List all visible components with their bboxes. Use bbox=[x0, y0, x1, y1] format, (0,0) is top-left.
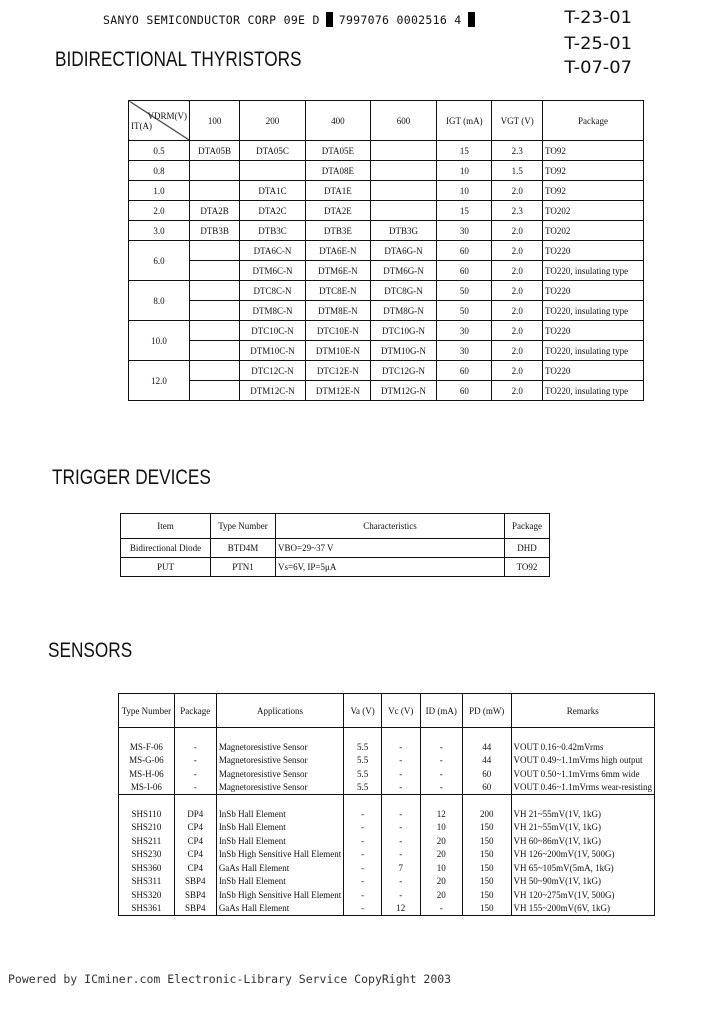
part-number bbox=[190, 281, 240, 301]
part-number: DTM8G-N bbox=[370, 301, 436, 321]
part-number bbox=[370, 161, 436, 181]
voltage-header: 100 bbox=[190, 101, 240, 141]
trigger-table bbox=[120, 513, 550, 577]
application: InSb High Sensitive Hall Element bbox=[216, 888, 343, 902]
part-number bbox=[370, 181, 436, 201]
package-value: TO220 bbox=[543, 321, 644, 341]
part-number: DTA6G-N bbox=[370, 241, 436, 261]
part-number: DTM12C-N bbox=[240, 381, 306, 401]
footer-text: Powered by ICminer.com Electronic-Library Service CopyRight 2003 bbox=[8, 972, 452, 986]
id-value: - bbox=[420, 740, 462, 754]
remarks: VH 21~55mV(1V, 1kG) bbox=[511, 821, 654, 835]
remarks: VOUT 0.49~1.1mVrms high output bbox=[511, 754, 654, 768]
application: InSb Hall Element bbox=[216, 821, 343, 835]
column-header: Vc (V) bbox=[381, 694, 420, 728]
part-number bbox=[190, 321, 240, 341]
vc-value: 12 bbox=[381, 902, 420, 916]
vc-value: - bbox=[381, 848, 420, 862]
spacer-cell bbox=[462, 728, 511, 741]
id-value: 20 bbox=[420, 875, 462, 889]
part-number: DTA2C bbox=[240, 201, 306, 221]
application: InSb Hall Element bbox=[216, 875, 343, 889]
part-number: DTC10C-N bbox=[240, 321, 306, 341]
part-number: DTM10G-N bbox=[370, 341, 436, 361]
section-title-trigger: TRIGGER DEVICES bbox=[52, 466, 211, 489]
id-value: - bbox=[420, 781, 462, 795]
type-number: MS-G-06 bbox=[119, 754, 175, 768]
package-value: TO92 bbox=[543, 141, 644, 161]
va-value: 5.5 bbox=[344, 767, 382, 781]
vc-value: - bbox=[381, 754, 420, 768]
pd-value: 150 bbox=[462, 875, 511, 889]
table-row bbox=[129, 381, 644, 401]
column-header: Characteristics bbox=[276, 514, 505, 539]
va-value: - bbox=[344, 807, 382, 821]
vc-value: - bbox=[381, 781, 420, 795]
application: GaAs Hall Element bbox=[216, 902, 343, 916]
part-number bbox=[190, 381, 240, 401]
column-header: Type Number bbox=[211, 514, 276, 539]
pd-value: 150 bbox=[462, 861, 511, 875]
package-value: TO220 bbox=[543, 241, 644, 261]
part-number bbox=[190, 161, 240, 181]
current-rating: 2.0 bbox=[129, 201, 190, 221]
package-value: TO220, insulating type bbox=[543, 301, 644, 321]
package-value: TO92 bbox=[543, 161, 644, 181]
part-number: DTA05B bbox=[190, 141, 240, 161]
igt-value: 15 bbox=[437, 141, 492, 161]
package-value: TO92 bbox=[543, 181, 644, 201]
part-number: DTA1E bbox=[305, 181, 370, 201]
package: TO92 bbox=[505, 558, 550, 577]
va-value: - bbox=[344, 848, 382, 862]
table-row bbox=[119, 740, 655, 754]
igt-value: 60 bbox=[437, 241, 492, 261]
igt-value: 30 bbox=[437, 341, 492, 361]
item: PUT bbox=[121, 558, 211, 577]
item: Bidirectional Diode bbox=[121, 539, 211, 558]
voltage-header: 200 bbox=[240, 101, 306, 141]
spacer-cell bbox=[119, 728, 175, 741]
package: - bbox=[174, 740, 216, 754]
table-row bbox=[119, 767, 655, 781]
type-number: PTN1 bbox=[211, 558, 276, 577]
type-number: SHS211 bbox=[119, 834, 175, 848]
igt-value: 50 bbox=[437, 301, 492, 321]
spacer-row bbox=[119, 795, 655, 808]
type-number: SHS360 bbox=[119, 861, 175, 875]
handwritten-code: T-07-07 bbox=[564, 58, 632, 78]
part-number: DTB3E bbox=[305, 221, 370, 241]
table-row bbox=[121, 539, 550, 558]
vdrm-label: VDRM(V) bbox=[147, 110, 187, 121]
pd-value: 200 bbox=[462, 807, 511, 821]
table-row bbox=[119, 888, 655, 902]
part-number: DTM6C-N bbox=[240, 261, 306, 281]
spacer-cell bbox=[174, 795, 216, 808]
type-number: SHS320 bbox=[119, 888, 175, 902]
spacer-row bbox=[119, 728, 655, 741]
part-number bbox=[190, 341, 240, 361]
table-row bbox=[129, 201, 644, 221]
voltage-header: 400 bbox=[305, 101, 370, 141]
remarks: VOUT 0.46~1.1mVrms wear-resisting bbox=[511, 781, 654, 795]
va-value: 5.5 bbox=[344, 781, 382, 795]
part-number: DTA1C bbox=[240, 181, 306, 201]
package: CP4 bbox=[174, 848, 216, 862]
part-number: DTC8E-N bbox=[305, 281, 370, 301]
application: Magnetoresistive Sensor bbox=[216, 767, 343, 781]
column-header: Remarks bbox=[511, 694, 654, 728]
remarks: VH 65~105mV(5mA, 1kG) bbox=[511, 861, 654, 875]
vgt-value: 2.0 bbox=[492, 241, 543, 261]
corner-header bbox=[129, 101, 190, 141]
igt-value: 60 bbox=[437, 261, 492, 281]
id-value: 10 bbox=[420, 861, 462, 875]
pd-value: 60 bbox=[462, 781, 511, 795]
igt-value: 60 bbox=[437, 361, 492, 381]
vgt-value: 2.0 bbox=[492, 181, 543, 201]
spacer-cell bbox=[511, 795, 654, 808]
scan-header bbox=[103, 12, 481, 27]
table-row bbox=[119, 781, 655, 795]
table-row bbox=[129, 361, 644, 381]
igt-value: 50 bbox=[437, 281, 492, 301]
table-row bbox=[129, 141, 644, 161]
part-number: DTC12G-N bbox=[370, 361, 436, 381]
column-header: Package bbox=[505, 514, 550, 539]
vgt-value: 2.0 bbox=[492, 321, 543, 341]
current-rating: 0.8 bbox=[129, 161, 190, 181]
package-value: TO220, insulating type bbox=[543, 341, 644, 361]
spacer-cell bbox=[344, 795, 382, 808]
package-value: TO220, insulating type bbox=[543, 261, 644, 281]
column-header: Item bbox=[121, 514, 211, 539]
package: - bbox=[174, 781, 216, 795]
remarks: VOUT 0.16~0.42mVrms bbox=[511, 740, 654, 754]
table-row bbox=[119, 875, 655, 889]
igt-value: 10 bbox=[437, 161, 492, 181]
vc-value: - bbox=[381, 888, 420, 902]
type-number: BTD4M bbox=[211, 539, 276, 558]
package: DP4 bbox=[174, 807, 216, 821]
vgt-value: 2.0 bbox=[492, 281, 543, 301]
id-value: 20 bbox=[420, 848, 462, 862]
table-row bbox=[129, 161, 644, 181]
type-number: SHS361 bbox=[119, 902, 175, 916]
column-header: PD (mW) bbox=[462, 694, 511, 728]
remarks: VH 50~90mV(1V, 1kG) bbox=[511, 875, 654, 889]
pd-value: 150 bbox=[462, 848, 511, 862]
part-number: DTM12E-N bbox=[305, 381, 370, 401]
header-row bbox=[119, 694, 655, 728]
part-number: DTA2E bbox=[305, 201, 370, 221]
va-value: 5.5 bbox=[344, 754, 382, 768]
part-number: DTC8C-N bbox=[240, 281, 306, 301]
vgt-value: 2.0 bbox=[492, 361, 543, 381]
vgt-value: 2.0 bbox=[492, 221, 543, 241]
table-row bbox=[129, 221, 644, 241]
igt-value: 10 bbox=[437, 181, 492, 201]
part-number: DTM8C-N bbox=[240, 301, 306, 321]
va-value: - bbox=[344, 861, 382, 875]
section-title-thyristors: BIDIRECTIONAL THYRISTORS bbox=[55, 48, 302, 71]
part-number: DTB3G bbox=[370, 221, 436, 241]
part-number: DTC10G-N bbox=[370, 321, 436, 341]
handwritten-code: T-25-01 bbox=[564, 34, 632, 54]
spacer-cell bbox=[119, 795, 175, 808]
package-value: TO202 bbox=[543, 221, 644, 241]
remarks: VOUT 0.50~1.1mVrms 6mm wide bbox=[511, 767, 654, 781]
vc-value: 7 bbox=[381, 861, 420, 875]
spacer-cell bbox=[216, 795, 343, 808]
header-row bbox=[121, 514, 550, 539]
spacer-cell bbox=[420, 728, 462, 741]
remarks: VH 21~55mV(1V, 1kG) bbox=[511, 807, 654, 821]
vgt-value: 2.3 bbox=[492, 201, 543, 221]
package-value: TO202 bbox=[543, 201, 644, 221]
part-number: DTM6E-N bbox=[305, 261, 370, 281]
package-value: TO220 bbox=[543, 281, 644, 301]
part-number: DTM6G-N bbox=[370, 261, 436, 281]
part-number: DTM12G-N bbox=[370, 381, 436, 401]
id-value: 12 bbox=[420, 807, 462, 821]
va-value: - bbox=[344, 875, 382, 889]
application: InSb Hall Element bbox=[216, 834, 343, 848]
table-row bbox=[129, 241, 644, 261]
package: SBP4 bbox=[174, 902, 216, 916]
package: SBP4 bbox=[174, 888, 216, 902]
part-number bbox=[240, 161, 306, 181]
id-value: - bbox=[420, 902, 462, 916]
package: - bbox=[174, 767, 216, 781]
current-rating: 8.0 bbox=[129, 281, 190, 321]
application: InSb Hall Element bbox=[216, 807, 343, 821]
table-row bbox=[119, 861, 655, 875]
part-number: DTA05E bbox=[305, 141, 370, 161]
thyristor-table bbox=[128, 100, 644, 401]
application: InSb High Sensitive Hall Element bbox=[216, 848, 343, 862]
spacer-cell bbox=[174, 728, 216, 741]
column-header: Package bbox=[174, 694, 216, 728]
remarks: VH 126~200mV(1V, 500G) bbox=[511, 848, 654, 862]
spacer-cell bbox=[216, 728, 343, 741]
vgt-header: VGT (V) bbox=[492, 101, 543, 141]
spacer-cell bbox=[381, 728, 420, 741]
type-number: SHS311 bbox=[119, 875, 175, 889]
pd-value: 44 bbox=[462, 754, 511, 768]
va-value: - bbox=[344, 902, 382, 916]
pd-value: 150 bbox=[462, 902, 511, 916]
current-rating: 12.0 bbox=[129, 361, 190, 401]
scan-mark bbox=[326, 12, 333, 27]
column-header: Type Number bbox=[119, 694, 175, 728]
id-value: - bbox=[420, 754, 462, 768]
type-number: SHS230 bbox=[119, 848, 175, 862]
table-row bbox=[121, 558, 550, 577]
id-value: 10 bbox=[420, 821, 462, 835]
table-row bbox=[129, 181, 644, 201]
part-number: DTC10E-N bbox=[305, 321, 370, 341]
vgt-value: 2.3 bbox=[492, 141, 543, 161]
vgt-value: 2.0 bbox=[492, 381, 543, 401]
current-rating: 0.5 bbox=[129, 141, 190, 161]
part-number bbox=[190, 241, 240, 261]
spacer-cell bbox=[344, 728, 382, 741]
pd-value: 60 bbox=[462, 767, 511, 781]
igt-value: 15 bbox=[437, 201, 492, 221]
column-header: Applications bbox=[216, 694, 343, 728]
remarks: VH 155~200mV(6V, 1kG) bbox=[511, 902, 654, 916]
type-number: MS-H-06 bbox=[119, 767, 175, 781]
igt-value: 30 bbox=[437, 321, 492, 341]
package: DHD bbox=[505, 539, 550, 558]
table-row bbox=[119, 848, 655, 862]
pd-value: 44 bbox=[462, 740, 511, 754]
part-number bbox=[190, 261, 240, 281]
vc-value: - bbox=[381, 821, 420, 835]
spacer-cell bbox=[462, 795, 511, 808]
package-value: TO220, insulating type bbox=[543, 381, 644, 401]
table-row bbox=[119, 754, 655, 768]
part-number bbox=[190, 181, 240, 201]
part-number: DTB3C bbox=[240, 221, 306, 241]
part-number: DTC12E-N bbox=[305, 361, 370, 381]
igt-header: IGT (mA) bbox=[437, 101, 492, 141]
application: Magnetoresistive Sensor bbox=[216, 781, 343, 795]
part-number: DTA08E bbox=[305, 161, 370, 181]
type-number: SHS110 bbox=[119, 807, 175, 821]
part-number bbox=[370, 141, 436, 161]
part-number bbox=[190, 361, 240, 381]
it-label: IT(A) bbox=[131, 120, 152, 131]
part-number: DTM10E-N bbox=[305, 341, 370, 361]
table-row bbox=[129, 261, 644, 281]
current-rating: 6.0 bbox=[129, 241, 190, 281]
handwritten-code: T-23-01 bbox=[564, 8, 632, 28]
header-row bbox=[129, 101, 644, 141]
vc-value: - bbox=[381, 875, 420, 889]
type-number: SHS210 bbox=[119, 821, 175, 835]
characteristics: Vs=6V, IP=5μA bbox=[276, 558, 505, 577]
part-number bbox=[190, 301, 240, 321]
spacer-cell bbox=[381, 795, 420, 808]
vc-value: - bbox=[381, 807, 420, 821]
va-value: - bbox=[344, 888, 382, 902]
part-number: DTA05C bbox=[240, 141, 306, 161]
id-value: - bbox=[420, 767, 462, 781]
part-number: DTC12C-N bbox=[240, 361, 306, 381]
table-row bbox=[119, 821, 655, 835]
spacer-cell bbox=[511, 728, 654, 741]
part-number: DTA6E-N bbox=[305, 241, 370, 261]
scan-mark bbox=[468, 12, 475, 27]
igt-value: 30 bbox=[437, 221, 492, 241]
va-value: 5.5 bbox=[344, 740, 382, 754]
pd-value: 150 bbox=[462, 834, 511, 848]
application: GaAs Hall Element bbox=[216, 861, 343, 875]
sensors-table bbox=[118, 693, 655, 916]
column-header: Va (V) bbox=[344, 694, 382, 728]
table-row bbox=[119, 902, 655, 916]
table-row bbox=[129, 341, 644, 361]
remarks: VH 120~275mV(1V, 500G) bbox=[511, 888, 654, 902]
vc-value: - bbox=[381, 740, 420, 754]
part-number: DTA2B bbox=[190, 201, 240, 221]
part-number: DTA6C-N bbox=[240, 241, 306, 261]
current-rating: 1.0 bbox=[129, 181, 190, 201]
vgt-value: 2.0 bbox=[492, 261, 543, 281]
id-value: 20 bbox=[420, 888, 462, 902]
table-row bbox=[129, 321, 644, 341]
part-number bbox=[370, 201, 436, 221]
table-row bbox=[119, 834, 655, 848]
vgt-value: 1.5 bbox=[492, 161, 543, 181]
pd-value: 150 bbox=[462, 888, 511, 902]
vc-value: - bbox=[381, 767, 420, 781]
package: - bbox=[174, 754, 216, 768]
part-number: DTM10C-N bbox=[240, 341, 306, 361]
vc-value: - bbox=[381, 834, 420, 848]
type-number: MS-F-06 bbox=[119, 740, 175, 754]
package-value: TO220 bbox=[543, 361, 644, 381]
type-number: MS-I-06 bbox=[119, 781, 175, 795]
part-number: DTM8E-N bbox=[305, 301, 370, 321]
current-rating: 3.0 bbox=[129, 221, 190, 241]
application: Magnetoresistive Sensor bbox=[216, 740, 343, 754]
header-code: 7997076 0002516 4 bbox=[338, 13, 462, 27]
part-number: DTB3B bbox=[190, 221, 240, 241]
application: Magnetoresistive Sensor bbox=[216, 754, 343, 768]
package-header: Package bbox=[543, 101, 644, 141]
section-title-sensors: SENSORS bbox=[48, 639, 133, 662]
table-row bbox=[129, 281, 644, 301]
header-company: SANYO SEMICONDUCTOR CORP 09E D bbox=[103, 13, 320, 27]
va-value: - bbox=[344, 834, 382, 848]
va-value: - bbox=[344, 821, 382, 835]
current-rating: 10.0 bbox=[129, 321, 190, 361]
vgt-value: 2.0 bbox=[492, 341, 543, 361]
package: SBP4 bbox=[174, 875, 216, 889]
pd-value: 150 bbox=[462, 821, 511, 835]
package: CP4 bbox=[174, 834, 216, 848]
table-row bbox=[119, 807, 655, 821]
spacer-cell bbox=[420, 795, 462, 808]
column-header: ID (mA) bbox=[420, 694, 462, 728]
voltage-header: 600 bbox=[370, 101, 436, 141]
id-value: 20 bbox=[420, 834, 462, 848]
part-number: DTC8G-N bbox=[370, 281, 436, 301]
package: CP4 bbox=[174, 821, 216, 835]
igt-value: 60 bbox=[437, 381, 492, 401]
vgt-value: 2.0 bbox=[492, 301, 543, 321]
remarks: VH 60~86mV(1V, 1kG) bbox=[511, 834, 654, 848]
table-row bbox=[129, 301, 644, 321]
characteristics: VBO=29~37 V bbox=[276, 539, 505, 558]
package: CP4 bbox=[174, 861, 216, 875]
